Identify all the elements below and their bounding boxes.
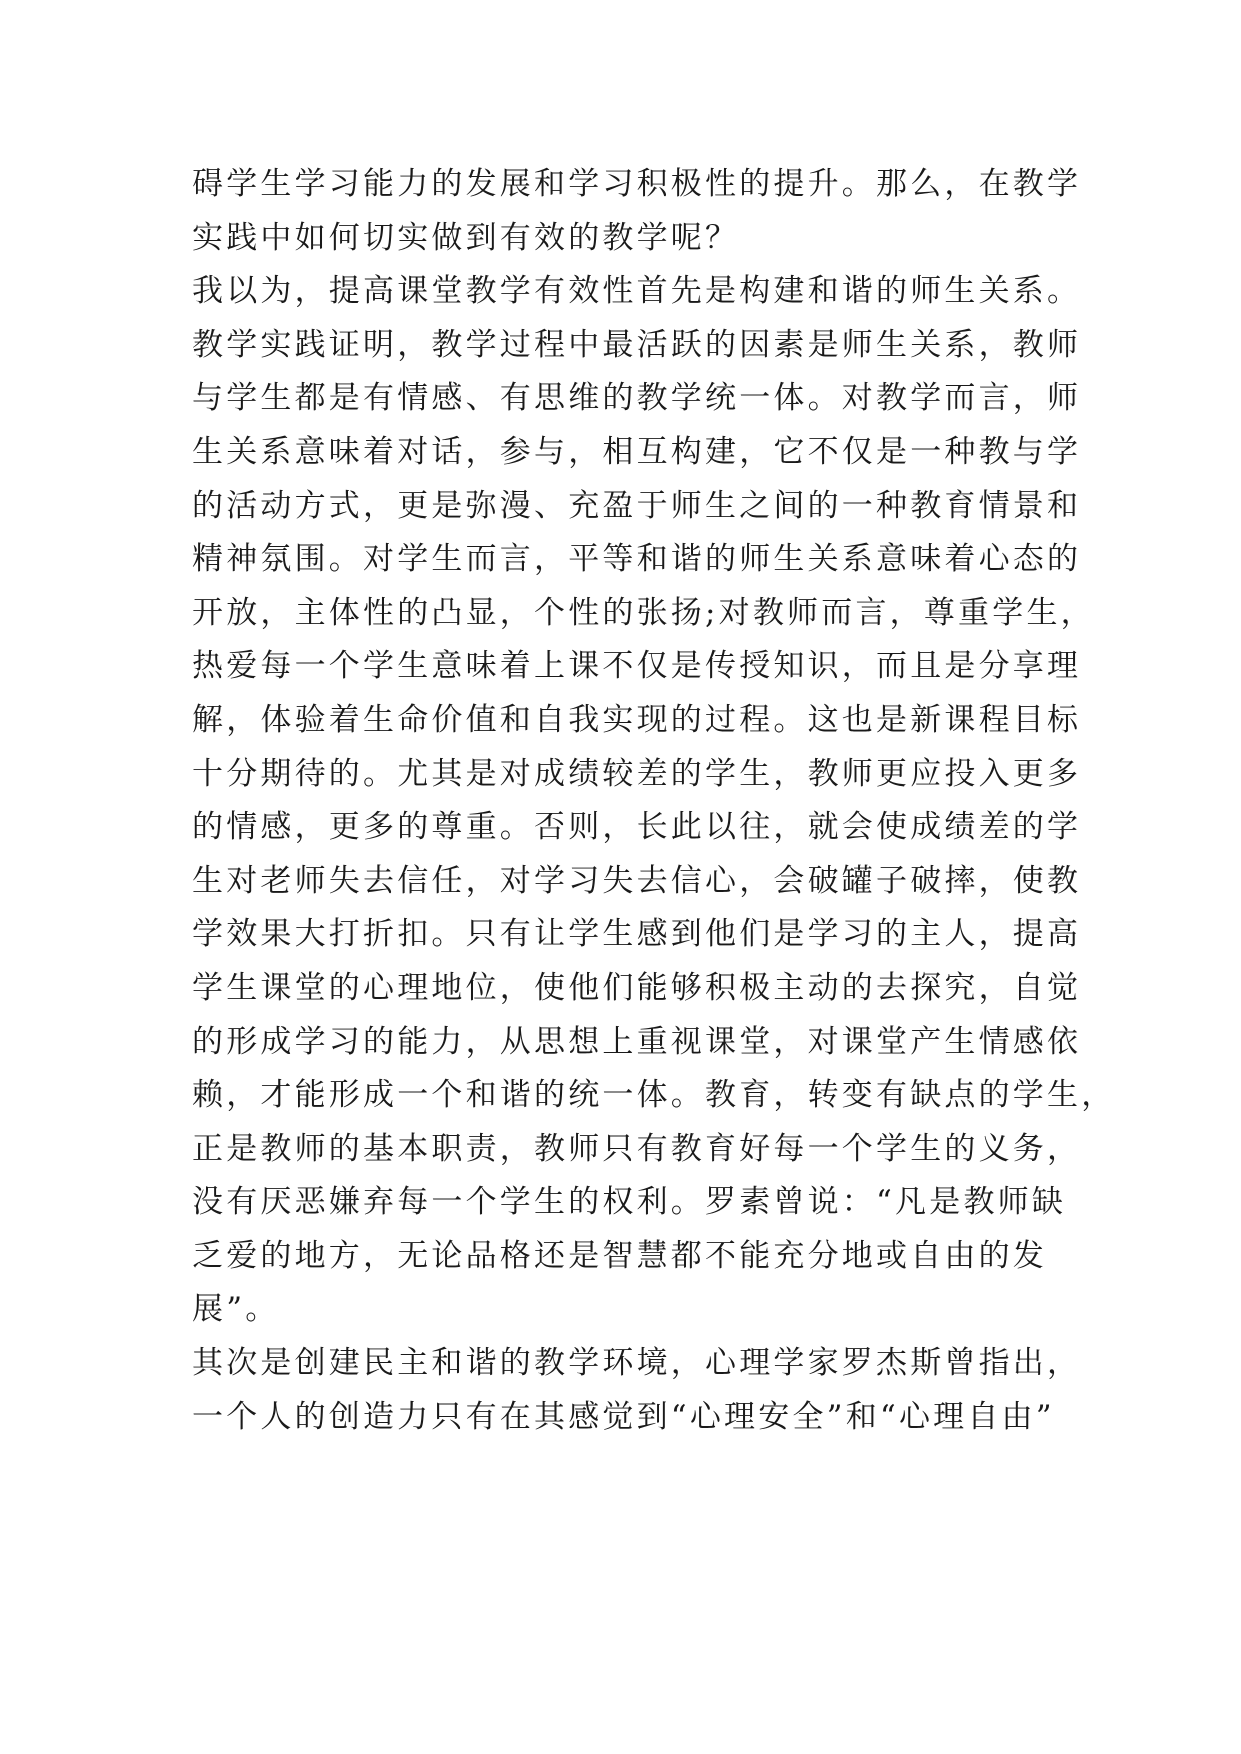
text-line: 精神氛围。对学生而言，平等和谐的师生关系意味着心态的 — [192, 541, 1082, 578]
text-line: 热爱每一个学生意味着上课不仅是传授知识，而且是分享理 — [192, 648, 1082, 685]
text-line: 实践中如何切实做到有效的教学呢？ — [192, 219, 740, 256]
text-line: 正是教师的基本职责，教师只有教育好每一个学生的义务， — [192, 1130, 1082, 1167]
text-line: 乏爱的地方，无论品格还是智慧都不能充分地或自由的发 — [192, 1237, 1047, 1274]
text-line: 的情感，更多的尊重。否则，长此以往，就会使成绩差的学 — [192, 809, 1082, 846]
text-line: 开放，主体性的凸显，个性的张扬;对教师而言，尊重学生， — [192, 594, 1095, 631]
text-line: 赖，才能形成一个和谐的统一体。教育，转变有缺点的学生， — [192, 1077, 1116, 1114]
body-text — [192, 158, 1116, 1444]
text-line: 的形成学习的能力，从思想上重视课堂，对课堂产生情感依 — [192, 1023, 1082, 1060]
text-line: 我以为，提高课堂教学有效性首先是构建和谐的师生关系。 — [192, 273, 1082, 310]
text-line: 生对老师失去信任，对学习失去信心，会破罐子破摔，使教 — [192, 862, 1082, 899]
text-line: 学生课堂的心理地位，使他们能够积极主动的去探究，自觉 — [192, 969, 1082, 1006]
text-line: 十分期待的。尤其是对成绩较差的学生，教师更应投入更多 — [192, 755, 1082, 792]
text-line: 展”。 — [192, 1291, 280, 1328]
text-line: 生关系意味着对话，参与，相互构建，它不仅是一种教与学 — [192, 433, 1082, 470]
text-line: 一个人的创造力只有在其感觉到“心理安全”和“心理自由” — [192, 1398, 1055, 1435]
text-line: 其次是创建民主和谐的教学环境，心理学家罗杰斯曾指出， — [192, 1345, 1082, 1382]
text-line: 与学生都是有情感、有思维的教学统一体。对教学而言，师 — [192, 380, 1082, 417]
text-line: 碍学生学习能力的发展和学习积极性的提升。那么，在教学 — [192, 166, 1082, 202]
text-line: 教学实践证明，教学过程中最活跃的因素是师生关系，教师 — [192, 326, 1082, 363]
text-line: 学效果大打折扣。只有让学生感到他们是学习的主人，提高 — [192, 916, 1082, 953]
text-line: 解，体验着生命价值和自我实现的过程。这也是新课程目标 — [192, 701, 1082, 738]
text-line: 没有厌恶嫌弃每一个学生的权利。罗素曾说：“凡是教师缺 — [192, 1184, 1067, 1221]
text-line: 的活动方式，更是弥漫、充盈于师生之间的一种教育情景和 — [192, 487, 1082, 524]
